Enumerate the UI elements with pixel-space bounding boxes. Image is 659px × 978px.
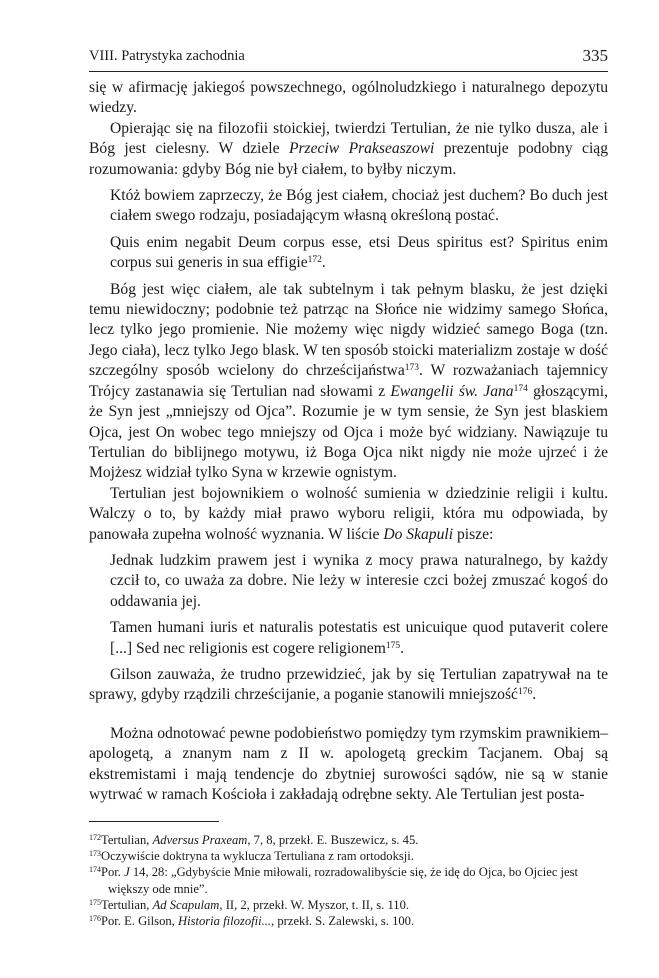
header-rule <box>89 71 608 72</box>
paragraph: się w afirmację jakiegoś powszechnego, ogólnoludzkiego i naturalnego depozytu wiedzy. <box>89 79 608 117</box>
page-number: 335 <box>582 46 608 65</box>
footnote-ref: 175 <box>385 640 401 651</box>
block-quote-latin: Quis enim negabit Deum corpus esse, etsi Deus spiritus est? Spiritus enim corpus sui generis in sua effigie$^{172}$. <box>110 233 608 272</box>
footnote-ref: 176 <box>517 687 533 698</box>
footnote-number: 174 <box>89 865 101 875</box>
work-title: Ewangelii św. Jana <box>390 382 514 400</box>
work-title: Do Skapuli <box>383 525 454 543</box>
footnote-number: 175 <box>89 897 101 907</box>
footnote-ref: 173 <box>404 363 419 374</box>
footnotes <box>89 832 608 929</box>
footnote: $^{173}$Oczywiście doktryna ta wyklucza Tertuliana z ram ortodoksji. <box>89 849 414 864</box>
paragraph: Można odnotować pewne podobieństwo pomiędzy tym rzymskim prawnikiem–apologetą, a znanym nam z II w. apologetą greckim Tacjanem. Obaj są ekstremistami i mają tendencje do zbytniej surowości sądów, nie są w stanie wytrwać w ramach Kościoła i zakładają odrębne sekty. Ale Tertulian jest posta- <box>89 724 608 803</box>
paragraph: Gilson zauważa, że trudno przewidzieć, jak by się Tertulian zapatrywał na te sprawy, gdyby rządzili chrześcijanie, a poganie stanowili mniejszość$^{176}$. <box>89 665 608 704</box>
footnote: $^{176}$Por. E. Gilson, Historia filozofii..., przekł. S. Zalewski, s. 100. <box>89 914 415 929</box>
block-quote-latin: Tamen humani iuris et naturalis potestatis est unicuique quod putaverit colere [...] Sed nec religionis est cogere religionem$^{175}$. <box>110 619 608 657</box>
paragraph: Opierając się na filozofii stoickiej, twierdzi Tertulian, że nie tylko dusza, ale i Bóg jest cielesny. W dziele Przeciw Prakseaszowi prezentuje podobny ciąg rozumowania: gdyby Bóg nie był ciałem, to byłby niczym. <box>89 119 609 178</box>
paragraph: Tertulian jest bojownikiem o wolność sumienia w dziedzinie religii i kultu. Walczy o to, by każdy miał prawo wyboru religii, która mu odpowiada, by panowała zupełna wolność wyznania. W liście Do Skapuli pisze: <box>89 484 608 543</box>
block-quote: Któż bowiem zaprzeczy, że Bóg jest ciałem, chociaż jest duchem? Bo duch jest ciałem swego rodzaju, posiadającym własną określoną postać. <box>110 187 608 225</box>
work-title: Przeciw Prakseaszowi <box>288 140 435 158</box>
footnote: $^{174}$Por. J 14, 28: „Gdybyście Mnie miłowali, rozradowalibyście się, że idę do Ojca, bo Ojciec jest większy ode mnie”. <box>89 865 579 896</box>
footnote: $^{175}$Tertulian, Ad Scapulam, II, 2, przekł. W. Myszor, t. II, s. 110. <box>89 897 410 912</box>
footnote-number: 176 <box>89 914 101 924</box>
main-text <box>89 78 608 805</box>
paragraph: Bóg jest więc ciałem, ale tak subtelnym i tak pełnym blasku, że jest dzięki temu niewidoczny; podobnie też patrząc na Słońce nie widzimy samego Słońca, lecz tylko jego promienie. Nie możemy więc nigdy widzieć samego Boga (tzn. Jego ciała), lecz tylko Jego blask. W ten sposób stoicki materializm zostaje w dość szczególny sposób wcielony do chrześcijaństwa$^{173}$. W rozważaniach tajemnicy Trójcy zastanawia się Tertulian nad słowami z Ewangelii św. Jana$^{174}$ głoszącymi, że Syn jest „mniejszy od Ojca”. Rozumie je w tym sensie, że Syn jest blaskiem Ojca, jest On wobec tego mniejszy od Ojca i może być widziany. Nawiązuje tu Tertulian do biblijnego motywu, iż Boga Ojca nikt nigdy nie może ujrzeć i że Mojżesz widział tylko Syna w krzewie ognistym. <box>89 280 609 482</box>
footnote-number: 173 <box>89 849 101 859</box>
chapter-title: VIII. Patrystyka zachodnia <box>89 48 245 64</box>
running-header <box>89 48 608 70</box>
footnote-rule <box>89 821 219 822</box>
footnote: $^{172}$Tertulian, Adversus Praxeam, 7, 8, przekł. E. Buszewicz, s. 45. <box>89 833 419 847</box>
footnote-ref: 172 <box>307 255 322 266</box>
footnote-ref: 174 <box>513 383 528 394</box>
footnote-number: 172 <box>89 833 101 842</box>
block-quote: Jednak ludzkim prawem jest i wynika z mocy prawa naturalnego, by każdy czcił to, co uważa za dobre. Nie leży w interesie czci bożej zmuszać kogoś do oddawania jej. <box>110 551 608 610</box>
